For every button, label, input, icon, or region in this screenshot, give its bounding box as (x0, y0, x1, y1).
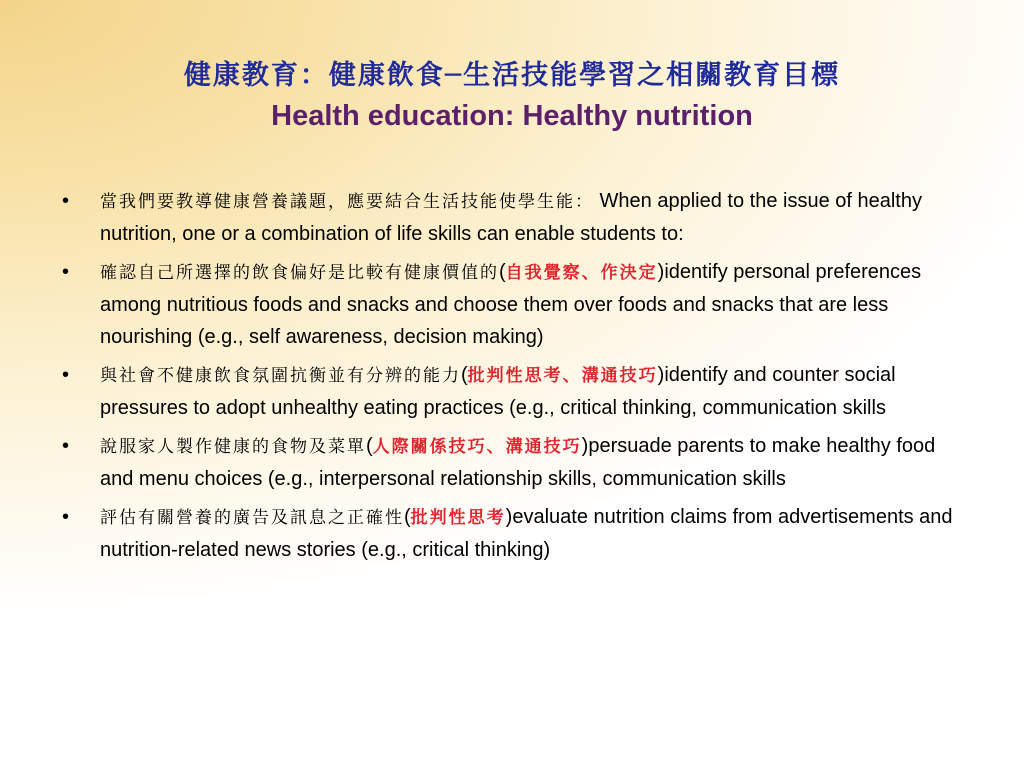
bullet-open-paren: ( (461, 364, 468, 386)
bullet-text-chinese: 評估有關營養的廣告及訊息之正確性 (100, 508, 404, 528)
slide-title-block (0, 58, 1024, 136)
bullet-text-english: When applied to the issue of healthy nutrition, one or a combination of life skills can enable students to: (100, 190, 922, 245)
bullet-open-paren: ( (404, 506, 411, 528)
bullet-close-paren: ) (505, 506, 513, 528)
bullet-item-4 (62, 430, 972, 495)
slide-title-english: Health education: Healthy nutrition (271, 100, 753, 132)
bullet-open-paren: ( (499, 261, 506, 283)
bullet-text-english: identify personal preferences among nutritious foods and snacks and choose them over foods and snacks that are less nourishing (e.g., self awareness, decision making) (100, 261, 922, 348)
slide-title-chinese: 健康教育：健康飲食─生活技能學習之相關教育目標 (183, 60, 841, 91)
bullet-skill-highlight: 人際關係技巧、溝通技巧 (372, 437, 582, 457)
bullet-text-english: identify and counter social pressures to adopt unhealthy eating practices (e.g., critical thinking, communication skills (100, 364, 896, 419)
bullet-skill-highlight: 批判性思考、溝通技巧 (467, 366, 658, 386)
bullet-dot: • (62, 190, 70, 212)
bullet-text-chinese: 確認自己所選擇的飲食偏好是比較有健康價值的 (100, 263, 499, 283)
bullet-close-paren: ) (581, 435, 589, 457)
bullet-dot: • (62, 261, 70, 283)
bullet-item-2 (62, 256, 972, 353)
bullet-text-chinese: 說服家人製作健康的食物及菜單 (100, 437, 366, 457)
bullet-open-paren: ( (366, 435, 373, 457)
bullet-close-paren: ) (657, 364, 665, 386)
bullet-list (62, 185, 972, 572)
bullet-text-english: persuade parents to make healthy food and menu choices (e.g., interpersonal relationship skills, communication skills (100, 435, 936, 490)
bullet-skill-highlight: 批判性思考 (410, 508, 506, 528)
bullet-item-1 (62, 185, 972, 250)
bullet-item-5 (62, 501, 972, 566)
bullet-text-chinese: 與社會不健康飲食氛圍抗衡並有分辨的能力 (100, 366, 461, 386)
bullet-text-chinese: 當我們要教導健康營養議題，應要結合生活技能使學生能： (100, 192, 594, 212)
bullet-text-english: evaluate nutrition claims from advertisements and nutrition-related news stories (e.g., critical thinking) (100, 506, 953, 561)
bullet-close-paren: ) (657, 261, 665, 283)
bullet-dot: • (62, 364, 70, 386)
bullet-dot: • (62, 435, 70, 457)
bullet-skill-highlight: 自我覺察、作決定 (505, 263, 658, 283)
bullet-dot: • (62, 506, 70, 528)
bullet-item-3 (62, 359, 972, 424)
